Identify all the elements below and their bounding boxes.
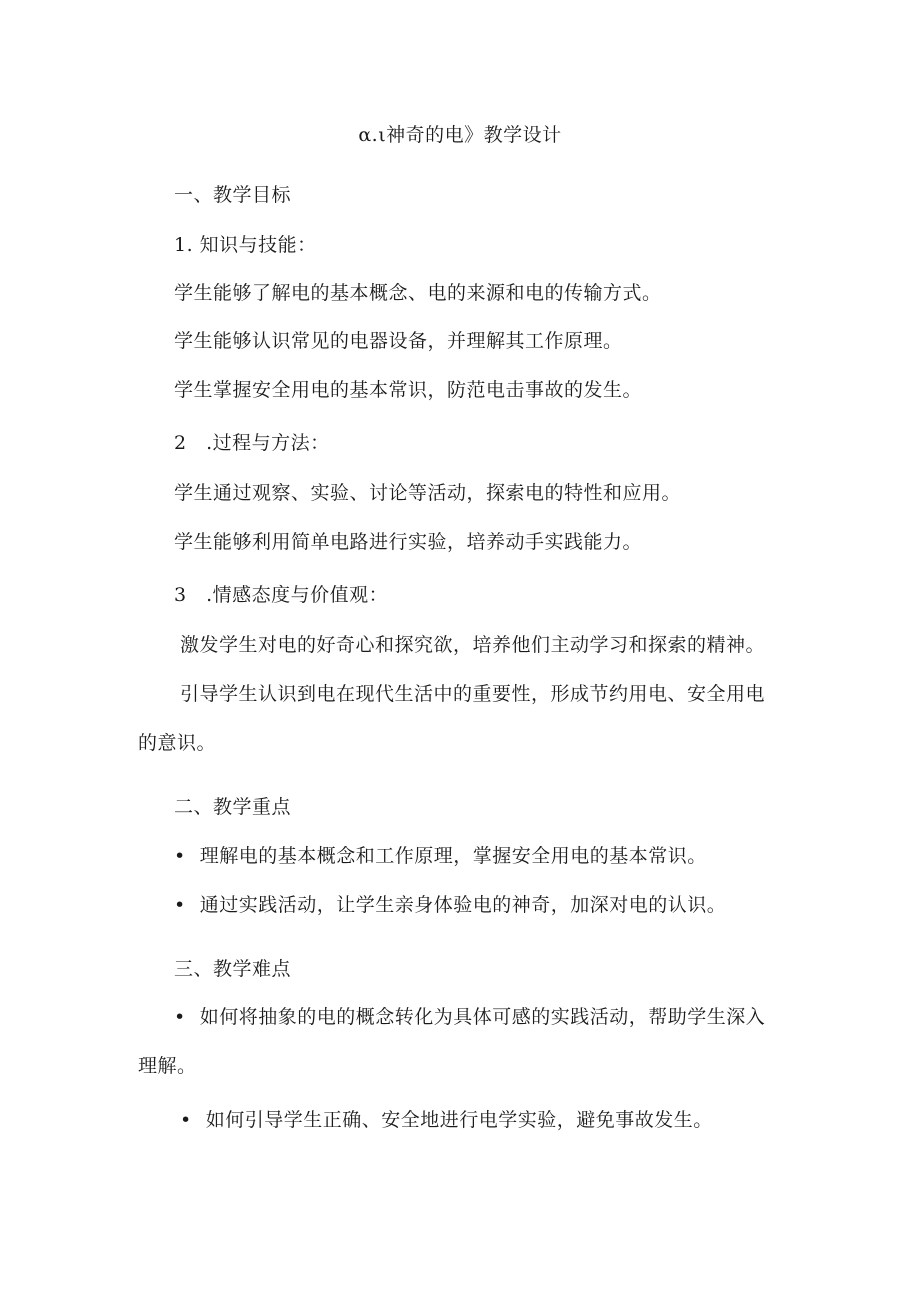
bullet-icon: • bbox=[174, 845, 186, 867]
section-heading-objectives: 一、教学目标 bbox=[174, 184, 292, 206]
section-heading-difficulties: 三、教学难点 bbox=[174, 958, 292, 980]
list-item-text: 如何将抽象的电的概念转化为具体可感的实践活动，帮助学生深入 bbox=[199, 1006, 766, 1028]
paragraph-line: 学生能够了解电的基本概念、电的来源和电的传输方式。 bbox=[174, 282, 662, 304]
paragraph-line: 学生掌握安全用电的基本常识，防范电击事故的发生。 bbox=[174, 379, 643, 401]
list-item bbox=[174, 1004, 765, 1030]
subheading-knowledge-skills: 1. 知识与技能： bbox=[174, 234, 317, 256]
list-item-text: 通过实践活动，让学生亲身体验电的神奇，加深对电的认识。 bbox=[199, 894, 727, 916]
list-item-continuation: 理解。 bbox=[138, 1055, 197, 1077]
page-title: α.ι神奇的电》教学设计 bbox=[358, 124, 562, 146]
list-item-text: 如何引导学生正确、安全地进行电学实验，避免事故发生。 bbox=[205, 1109, 713, 1131]
list-item bbox=[174, 892, 726, 918]
section-heading-key-points: 二、教学重点 bbox=[174, 796, 292, 818]
bullet-icon: • bbox=[180, 1109, 192, 1131]
bullet-icon: • bbox=[174, 894, 186, 916]
paragraph-line: 学生能够认识常见的电器设备，并理解其工作原理。 bbox=[174, 330, 623, 352]
paragraph-line: 学生能够利用简单电路进行实验，培养动手实践能力。 bbox=[174, 531, 643, 553]
subheading-process-methods: 2 .过程与方法： bbox=[174, 432, 330, 454]
bullet-icon: • bbox=[174, 1006, 186, 1028]
list-item bbox=[180, 1107, 713, 1133]
subheading-attitudes-values: 3 .情感态度与价值观： bbox=[174, 584, 389, 606]
list-item bbox=[174, 843, 707, 869]
paragraph-line: 的意识。 bbox=[138, 732, 217, 754]
list-item-text: 理解电的基本概念和工作原理，掌握安全用电的基本常识。 bbox=[199, 845, 707, 867]
paragraph-line: 引导学生认识到电在现代生活中的重要性，形成节约用电、安全用电 bbox=[180, 683, 766, 705]
paragraph-line: 激发学生对电的好奇心和探究欲，培养他们主动学习和探索的精神。 bbox=[180, 634, 766, 656]
paragraph-line: 学生通过观察、实验、讨论等活动，探索电的特性和应用。 bbox=[174, 482, 682, 504]
